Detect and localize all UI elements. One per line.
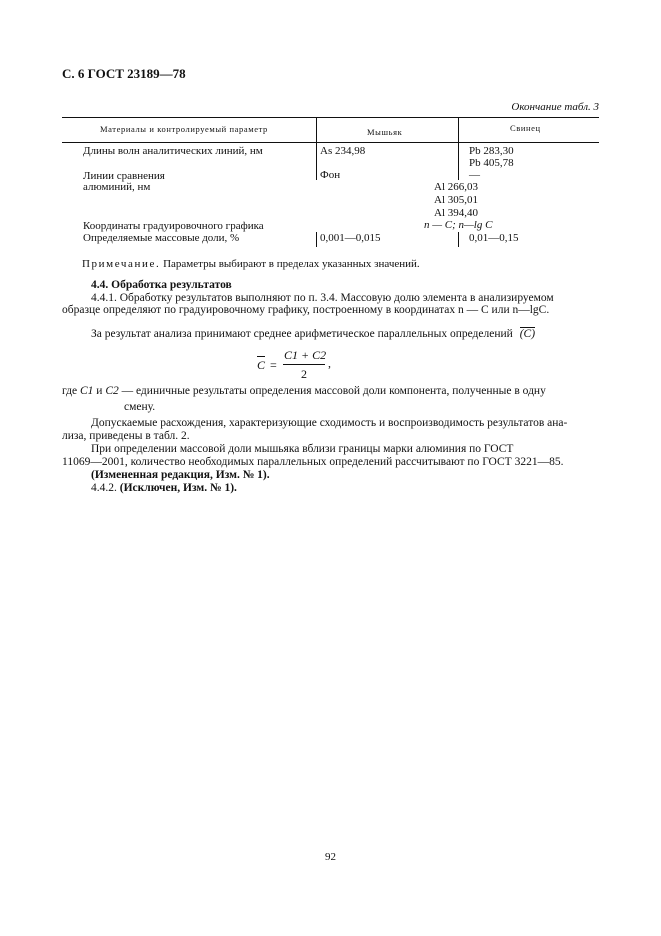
table-divider	[458, 232, 459, 247]
formula-lhs: C	[257, 358, 266, 372]
paragraph-442: 4.4.2. (Исключен, Изм. № 1).	[91, 482, 237, 494]
paragraph-line: При определении массовой доли мышьяка вблизи границы марки алюминия по ГОСТ	[91, 443, 514, 455]
table-cell: Длины волн аналитических линий, нм	[83, 145, 263, 157]
table-cell: Pb 405,78	[469, 157, 514, 169]
amendment-note: (Измененная редакция, Изм. № 1).	[91, 469, 270, 481]
table-divider	[316, 142, 317, 180]
formula-numerator: C1 + C2	[284, 348, 327, 362]
table-cell: n — C; n—lg C	[424, 219, 493, 231]
table-cell: Al 394,40	[434, 207, 478, 219]
formula-equals: =	[270, 358, 277, 372]
table-cell: Pb 283,30	[469, 145, 514, 157]
section-title: 4.4. Обработка результатов	[91, 279, 232, 291]
table-header-lead: Свинец	[510, 123, 541, 133]
table-cell: Линии сравнения	[83, 170, 165, 182]
where-line: где C1 и C2 — единичные результаты определения массовой доли компонента, полученные в одну	[62, 385, 546, 397]
formula-fraction-bar	[283, 364, 325, 365]
result-symbol: (C)	[519, 328, 536, 340]
formula-comma: ,	[328, 356, 331, 370]
result-text: За результат анализа принимают среднее арифметическое параллельных определений	[91, 328, 513, 340]
paragraph-line: лиза, приведены в табл. 2.	[62, 430, 190, 442]
table-divider	[458, 142, 459, 180]
page-header: С. 6 ГОСТ 23189—78	[62, 66, 186, 81]
note-text: Параметры выбирают в пределах указанных значений.	[163, 258, 420, 270]
table-cell: Al 305,01	[434, 194, 478, 206]
table-top-rule	[62, 117, 599, 118]
table-divider	[458, 117, 459, 142]
table-note	[82, 258, 420, 270]
table-cell: As 234,98	[320, 145, 366, 157]
table-header-rule	[62, 142, 599, 143]
table-cell: 0,001—0,015	[320, 232, 381, 244]
table-cell: Фон	[320, 169, 341, 181]
table-cell: 0,01—0,15	[469, 232, 519, 244]
paragraph-line	[91, 328, 535, 340]
table-cell: Определяемые массовые доли, %	[83, 232, 240, 244]
note-prefix: Примечание.	[82, 258, 161, 270]
formula-denominator: 2	[301, 367, 307, 381]
page-number: 92	[325, 851, 336, 863]
paragraph-line: 11069—2001, количество необходимых параллельных определений рассчитывают по ГОСТ 3221—85.	[62, 456, 564, 468]
table-cell: Координаты градуировочного графика	[83, 220, 264, 232]
table-cell: —	[469, 169, 480, 181]
c1-symbol: C1	[79, 385, 94, 397]
paragraph-line: образце определяют по градуировочному графику, построенному в координатах n — C или n—lgC.	[62, 304, 550, 316]
table-header-materials: Материалы и контролируемый параметр	[100, 124, 268, 134]
table-divider	[316, 232, 317, 247]
table-divider	[316, 117, 317, 142]
table-cell: алюминий, нм	[83, 181, 151, 193]
c2-symbol: C2	[105, 385, 119, 397]
paragraph-line: 4.4.1. Обработку результатов выполняют по п. 3.4. Массовую долю элемента в анализируемом	[91, 292, 554, 304]
paragraph-line: Допускаемые расхождения, характеризующие сходимость и воспроизводимость результатов ана-	[91, 417, 568, 429]
table-cell: Al 266,03	[434, 181, 478, 193]
table-header-arsenic: Мышьяк	[367, 127, 403, 137]
table-end-caption: Окончание табл. 3	[511, 101, 599, 113]
where-line-cont: смену.	[124, 401, 156, 413]
